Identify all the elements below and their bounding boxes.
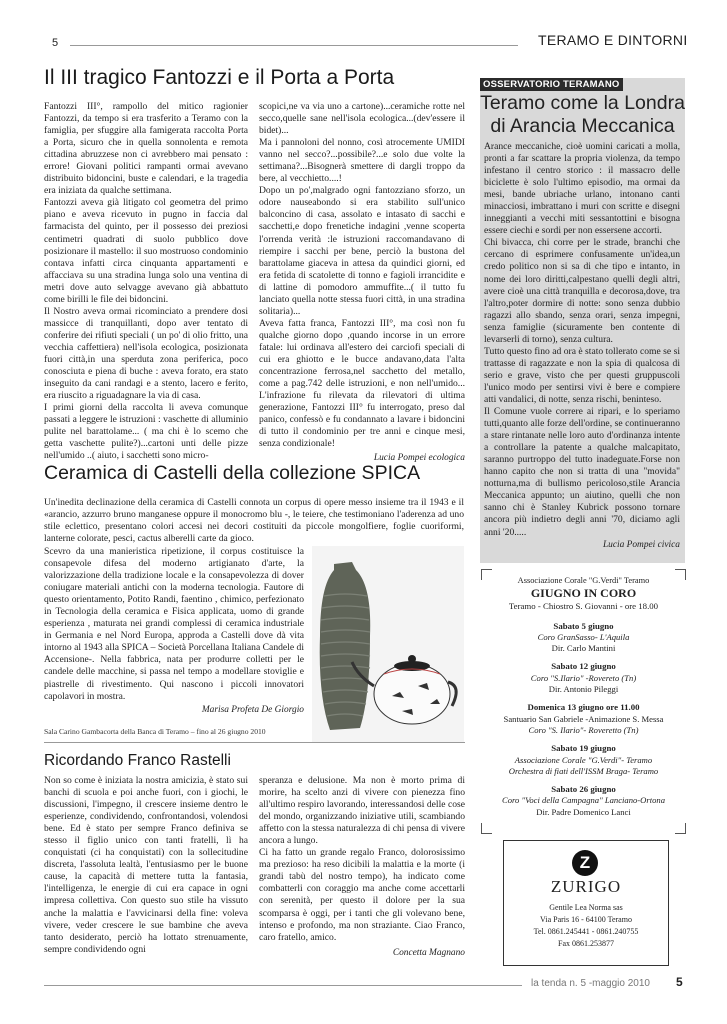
zurigo-line: Fax 0861.253877 bbox=[558, 939, 614, 948]
ceramics-photo-svg bbox=[312, 546, 464, 742]
article2-body: Scevro da una manieristica ripetizione, il corpus costituisce la consapevole difesa del moderno artigianato d'arte, la valorizzazione della tradizione locale e la consapevolezza di dover coniugare materiali antichi con la moderna tecnologia. Fautore di questo orientamento, Potito Randi, faentino , chimico, perfezionato in Tecnologia della ceramica e Fisica applicata, uomo di grande esperienza , maturata nei grandi complessi di ceramica industriale in Germania e nel Nord Europa, approda a Castelli dove dà vita intorno al 1943 alla SPICA – Società Porcellana Italiana Candele di Accensione-. Nella fabbrica, nata per produrre colletti per le candele delle macchine, si passa nel tempo a modellare stoviglie e piastrelle di rivestimento. Qui nascono i piccoli innovatori capolavori in mostra. bbox=[44, 546, 304, 702]
zurigo-line: Tel. 0861.245441 - 0861.240755 bbox=[533, 927, 639, 936]
sidebar-title-line2: di Arancia Meccanica bbox=[490, 115, 675, 137]
article1-col2-p4: Aveva fatta franca, Fantozzi III°, ma così non fu qualche giorno dopo ,quando incorse in un errore fatale: lui ordinava all'estero dei carciofi speciali di cui era ghiotto e le bucce andavano,data l'alta concentrazione ferrosa,nel sacchetto del metallo, come a pag.742 delle istruzioni, e non nell'umido... L'infrazione fu rilevata da rilevatori di ultima generazione, Fantozzi III° fu interrogato, preso dal panico, confessò e fu condannato a lavare i bidoncini di tutto il condominio per tre anni e cinque mesi, senza condizionale! bbox=[259, 317, 465, 450]
article3-author: Concetta Magnano bbox=[392, 948, 465, 958]
zurigo-brand: ZURIGO bbox=[550, 877, 622, 896]
sidebar-p3: Tutto questo fino ad ora è stato tollerato come se si trattasse di ragazzate e non la spia di qualcosa di serio e grave, visto che per questi gruppuscoli l'unico modo per sentirsi vivi è bere e compiere atti vandalici, di notte, senza rischi, beninteso. bbox=[484, 345, 680, 405]
footer-page-number: 5 bbox=[676, 975, 683, 989]
zurigo-logo-letter: Z bbox=[579, 853, 591, 872]
article2-divider bbox=[44, 742, 465, 743]
article2-author: Marisa Profeta De Giorgio bbox=[201, 705, 304, 715]
article1-col2-p1: scopici,ne va via uno a cartone)...ceramiche rotte nel secco,quelle sane nell'isola ecologica...(dev'essere il bidet)... bbox=[259, 101, 465, 137]
zurigo-ad bbox=[503, 840, 669, 966]
concert-event-line: Coro "Voci della Campagna" Lanciano-Ortona bbox=[501, 795, 666, 806]
concert-event-line: Coro GranSasso- L'Aquila bbox=[537, 631, 630, 642]
sidebar-p1: Arance meccaniche, cioè uomini caricati a molla, pronti a far scattare la propria violenza, da tempo infestano il centro storico : il massacro delle biciclette è solo l'ultimo episodio, ma ormai da mesi, bande ubriache urlano, intonano canti minacciosi, imbrattano i muri con scritte e disegni inneggianti a vecchi miti sessantottini e bisogna essere ciechi e sordi per non essersene accorti. bbox=[484, 141, 680, 237]
sidebar-title-line1: Teramo come la Londra bbox=[480, 92, 685, 114]
header-section: TERAMO E DINTORNI bbox=[538, 32, 688, 48]
article1-col2-p2: Ma i pannoloni del nonno, così atrocemente UMIDI vanno nel secco?...possibile?...e solo due volte la settimana?...Bisognerà smettere di dargli troppo da bere, al vecchietto....! bbox=[259, 137, 465, 185]
concert-event-line: Coro "S. Ilario"- Roveretto (Tn) bbox=[528, 724, 639, 735]
concert-content bbox=[481, 575, 686, 818]
article1-col1-p3: Il Nostro aveva ormai ricominciato a prendere dosi massicce di tranquillanti, dopo aver tentato di conferire dei rifiuti speciali ( un po' di olio fritto, una vecchia caffettiera) nell'isola ecologica, posizionata fuori città,in una sperduta zona periferica, poco conosciuta e piena di buche : aveva forato, era stato inseguito da cani randagi e a stento, lacero e ferito, era riuscito a riguadagnare la via di casa. bbox=[44, 305, 248, 402]
sidebar-p2: Chi bivacca, chi corre per le strade, branchi che cercano di esprimere confusamente un'idea,un credo politico non si sa di che tipo e intanto, in nome dei loro diritti,calpestano quelli degli altri, avere cioè una città tranquilla e decorosa,dove, tra l'altro,poter dormire di notte: sono senza dubbio ragazzi allo sbando, senza orari, senza impegni, senza famiglie (sicuramente ben contente di levarserli di torno), senza cultura. bbox=[484, 237, 680, 345]
article3-col2: speranza e delusione. Ma non è morto prima di morire, ha scelto anzi di vivere con pienezza fino all'ultimo respiro lavorando, interessandosi delle cose del mondo, organizzando iniziative utili, scambiando affetto con la stessa naturalezza di chi pensa di vivere ancora a lungo. Ci ha fatto un grande regalo Franco, dolorosissimo ma prezioso: ha reso dicibili la malattia e la morte (i grandi tabù del nostro tempo), ha indicato come combatterli con coraggio ma anche come accettarli con serenità, per questo il dolore per la sua scomparsa è oggi, per i tanti che gli volevano bene, intenso e profondo, ma non straziante. Ciao Franco, caro fratello, amico. bbox=[259, 775, 465, 943]
article2-note: Sala Carino Gambacorta della Banca di Teramo – fino al 26 giugno 2010 bbox=[44, 727, 266, 736]
concert-event-date: Sabato 19 giugno bbox=[551, 743, 616, 754]
concert-box bbox=[481, 569, 686, 834]
article1-author: Lucia Pompei ecologica bbox=[373, 453, 465, 464]
concert-corner-bl bbox=[481, 823, 492, 834]
header-page-number: 5 bbox=[52, 37, 59, 49]
article1-title: Il III tragico Fantozzi e il Porta a Porta bbox=[44, 66, 395, 89]
footer-issue: la tenda n. 5 -maggio 2010 bbox=[531, 978, 650, 989]
concert-event-date: Sabato 12 giugno bbox=[551, 661, 616, 672]
sidebar-body bbox=[484, 141, 680, 551]
footer-rule bbox=[44, 985, 522, 986]
article1-col1-p2: Fantozzi aveva già litigato col geometra del primo piano e aveva ricevuto in pugno in faccia dal farmacista del quinto, per il possesso dei preziosi centimetri quadrati di suolo pubblico dove posizionare il mastello: il suo mostruoso condominio contava infatti circa cinquanta appartamenti e affacciava su una stradina lunga solo una ventina di metri dove auto selvagge avevano già abbattuto come birilli le file dei bidoncini. bbox=[44, 197, 248, 305]
concert-org: Associazione Corale "G.Verdi" Teramo bbox=[517, 576, 650, 585]
concert-event-line: Coro "S.Ilario" -Rovereto (Tn) bbox=[530, 672, 637, 683]
concert-event-date: Sabato 26 giugno bbox=[551, 784, 616, 795]
article1-col1-p1: Fantozzi III°, rampollo del mitico ragionier Fantozzi, da tempo si era trasferito a Teramo con la famiglia, per sfuggire alla famigerata raccolta Porta a Porta, sicuro che in quella sonnolenta e remota cittadina abruzzese non ci avrebbero mai pensato : errore! Giovani politici rampanti ormai avevano distribuito bidoncini, buste e calendari, e la tragedia era iniziata da qualche settimana. bbox=[44, 101, 248, 197]
sidebar-author: Lucia Pompei civica bbox=[602, 539, 680, 550]
concert-event-director: Dir. Padre Domenico Lanci bbox=[536, 806, 631, 817]
article3-title: Ricordando Franco Rastelli bbox=[44, 752, 231, 769]
concert-event-date: Sabato 5 giugno bbox=[553, 620, 614, 631]
concert-location: Teramo - Chiostro S. Giovanni - ore 18.00 bbox=[508, 601, 659, 612]
concert-event-line: Orchestra di fiati dell'ISSM Braga- Teramo bbox=[508, 765, 659, 776]
article1-col1 bbox=[44, 101, 248, 462]
concert-event-director: Dir. Antonio Pileggi bbox=[548, 684, 619, 695]
header-rule bbox=[70, 45, 518, 46]
sidebar-p4: Il Comune vuole correre ai ripari, e lo speriamo tutti,quanto alle forze dell'ordine, se continueranno a stare rintanate nelle loro auto d'ordinanza intente a controllare la patente a qualche malcapitato, saranno purtroppo del tutto inadeguate.Forse non hanno capito che non si tratta di una "movida" notturna,ma di bullismo pericoloso,stile Arancia Meccanica appunto; un aiutino, quelli che non sanno chi è Stanley Kubrick possono tornare ancora più indietro degli anni '70, diciamo agli anni '20..... bbox=[484, 406, 680, 538]
concert-event-line: Santuario San Gabriele -Animazione S. Messa bbox=[503, 713, 664, 724]
concert-event-date: Domenica 13 giugno ore 11.00 bbox=[527, 702, 640, 713]
article1-col1-p4: I primi giorni della raccolta li aveva comunque passati a leggere le istruzioni : vaschette di alluminio pulite nel barattolame... ( ma chi è lo scemo che getta vaschette pulite?)...cartoni unti delle pizze nell'umido ..( aiuto, i sacchetti sono micro- bbox=[44, 402, 248, 462]
article1-col2 bbox=[259, 101, 465, 464]
concert-event-director: Dir. Carlo Mantini bbox=[551, 643, 616, 654]
concert-title: GIUGNO IN CORO bbox=[530, 586, 637, 601]
concert-event-line: Associazione Corale "G.Verdi"- Teramo bbox=[514, 754, 653, 765]
sidebar-kicker: OSSERVATORIO TERAMANO bbox=[480, 78, 623, 91]
zurigo-logo-icon bbox=[572, 850, 598, 876]
article2-title: Ceramica di Castelli della collezione SPICA bbox=[44, 462, 421, 484]
vase-icon bbox=[320, 562, 371, 730]
article2-intro: Un'inedita declinazione della ceramica di Castelli connota un corpus di opere messo insieme tra il 1943 e il «arancio, azzurro bruno manganese oppure il monocromo blu -, le teiere, che testimoniano l'aderenza ad uno stile eclettico, presentano colori accesi nei decori costituiti da piccole mongolfiere, foglie cuoriformi, lanterne colorate, pesci, cactus alberelli carte da gioco. bbox=[44, 497, 464, 545]
concert-corner-br bbox=[675, 823, 686, 834]
ceramics-photo bbox=[312, 546, 464, 742]
article3-col1: Non so come è iniziata la nostra amicizia, è stato sui banchi di scuola e poi anche fuori, con i giochi, le discussioni, l'impegno, il crescere insieme dentro le esperienze, condividendo, confrontandosi, volendosi bene. Ed è stato per sempre Franco definiva se stesso il figlio unico con tanti fratelli, lì ha conquistati (ci ha conquistati) con la sollecitudine discreta, l'assoluta lealtà, l'entusiasmo per le buone cause, la capacità di mettere tutta la fantasia, l'intelligenza, le energie di cui era capace in ogni impresa collettiva. Con questo suo stile ha vissuto anche la malattia e l'avvicinarsi della fine: voleva vivere, veder crescere le sue bambine che aveva tanto desiderato, perciò ha lottato strenuamente, sempre condividendo ogni bbox=[44, 775, 248, 955]
article1-col2-p3: Dopo un po',malgrado ogni fantozziano sforzo, un odore nauseabondo si era stabilito sull'unico balconcino di casa, assolato e intasato di sacchi e sacchetti,e dopo frenetiche indagini ,venne scoperta l'orrenda verità :le istruzioni raccomandavano di riempire i sacchi per bene, perciò la bustona del barattolame giaceva in attesa da quindici giorni, ed era fetida di scatolette di tonno e fagioli irrancidite e di lattine di pomodoro ammuffite...( il tutto fu lanciato quella notte stessa fuori città, in una stradina solitaria)... bbox=[259, 185, 465, 317]
zurigo-line: Via Paris 16 - 64100 Teramo bbox=[540, 915, 632, 924]
zurigo-line: Gentile Lea Norma sas bbox=[549, 903, 623, 912]
